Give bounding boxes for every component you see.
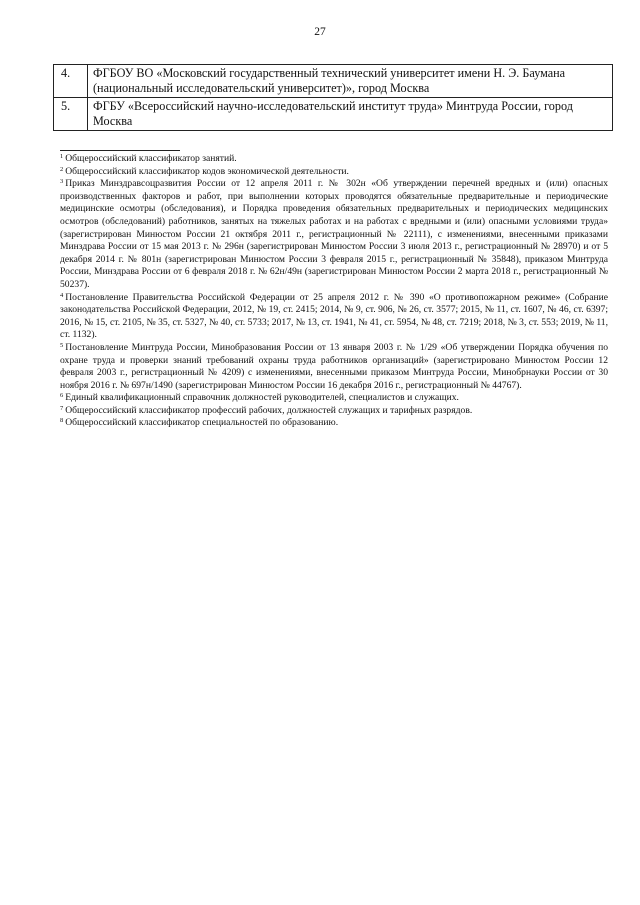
footnote-1 bbox=[60, 153, 608, 166]
footnote-mark: 1 bbox=[60, 153, 64, 160]
footnote-mark: 8 bbox=[60, 417, 64, 425]
footnote-mark: 3 bbox=[60, 178, 64, 186]
footnote-mark: 7 bbox=[60, 404, 64, 412]
footnote-5 bbox=[60, 342, 608, 392]
row-number: 5. bbox=[54, 98, 88, 131]
footnote-text: Общероссийский классификатор специальностей по образованию. bbox=[65, 417, 339, 429]
footnote-mark: 6 bbox=[60, 392, 64, 400]
footnote-mark: 2 bbox=[60, 165, 64, 173]
footnote-7 bbox=[60, 405, 608, 418]
table-row bbox=[54, 65, 613, 98]
footnote-6 bbox=[60, 392, 608, 405]
table-row bbox=[54, 98, 613, 131]
footnote-2 bbox=[60, 166, 608, 179]
footnote-text: Единый квалификационный справочник должностей руководителей, специалистов и служащих. bbox=[65, 392, 459, 404]
footnote-4 bbox=[60, 292, 608, 342]
footnote-mark: 4 bbox=[60, 291, 64, 299]
footnote-3 bbox=[60, 178, 608, 291]
footnote-text: Общероссийский классификатор кодов экономической деятельности. bbox=[65, 165, 349, 177]
footnote-text: Приказ Минздравсоцразвития России от 12 апреля 2011 г. № 302н «Об утверждении перечней вредных и (или) опасных производственных факторов и работ, при выполнении которых проводятся обязательные предварительные и периодические медицинские осмотры (обследования), и Порядка проведения обязательных предварительных и периодических медицинских осмотров (обследований) работников, занятых на тяжелых работах и на работах с вредными и (или) опасными условиями труда» (зарегистрирован Минюстом России 21 октября 2011 г., регистрационный № 22111), с изменениями, внесенными приказами Минздрава России от 15 мая 2013 г. № 296н (зарегистрирован Минюстом России 3 июля 2013 г., регистрационный № 28970) и от 5 декабря 2014 г. № 801н (зарегистрирован Минюстом России 3 февраля 2015 г., регистрационный № 35848), приказом Минтруда России, Минздрава России от 6 февраля 2018 г. № 62н/49н (зарегистрирован Минюстом России 2 марта 2018 г., регистрационный № 50237). bbox=[60, 178, 608, 290]
page-number: 27 bbox=[314, 26, 326, 38]
footnote-8 bbox=[60, 417, 608, 430]
footnote-mark: 5 bbox=[60, 341, 64, 349]
footnote-text: Общероссийский классификатор занятий. bbox=[65, 153, 237, 164]
organization-name: ФГБОУ ВО «Московский государственный технический университет имени Н. Э. Баумана (национальный исследовательский университет)», город Москва bbox=[88, 65, 613, 98]
organizations-table bbox=[53, 64, 613, 131]
row-number: 4. bbox=[54, 65, 88, 98]
footnote-separator bbox=[60, 150, 180, 151]
footnote-text: Постановление Правительства Российской Федерации от 25 апреля 2012 г. № 390 «О противопожарном режиме» (Собрание законодательства Российской Федерации, 2012, № 19, ст. 2415; 2014, № 9, ст. 906, № 26, ст. 3577; 2015, № 11, ст. 1607, № 46, ст. 6397; 2016, № 15, ст. 2105, № 35, ст. 5327, № 40, ст. 5733; 2017, № 13, ст. 1941, № 41, ст. 5954, № 48, ст. 7219; 2018, № 3, ст. 553; 2019, № 11, ст. 1132). bbox=[60, 291, 608, 341]
footnote-text: Общероссийский классификатор профессий рабочих, должностей служащих и тарифных разрядов. bbox=[65, 404, 473, 416]
footnotes-section bbox=[60, 150, 608, 430]
footnote-text: Постановление Минтруда России, Минобразования России от 13 января 2003 г. № 1/29 «Об утверждении Порядка обучения по охране труда и проверки знаний требований охраны труда работников организаций» (зарегистрировано Минюстом России 12 февраля 2003 г., регистрационный № 4209) с изменениями, внесенными приказом Минтруда России, Минобрнауки России от 30 ноября 2016 г. № 697н/1490 (зарегистрирован Минюстом России 16 декабря 2016 г., регистрационный № 44767). bbox=[60, 341, 608, 391]
organization-name: ФГБУ «Всероссийский научно-исследовательский институт труда» Минтруда России, город Москва bbox=[88, 98, 613, 131]
